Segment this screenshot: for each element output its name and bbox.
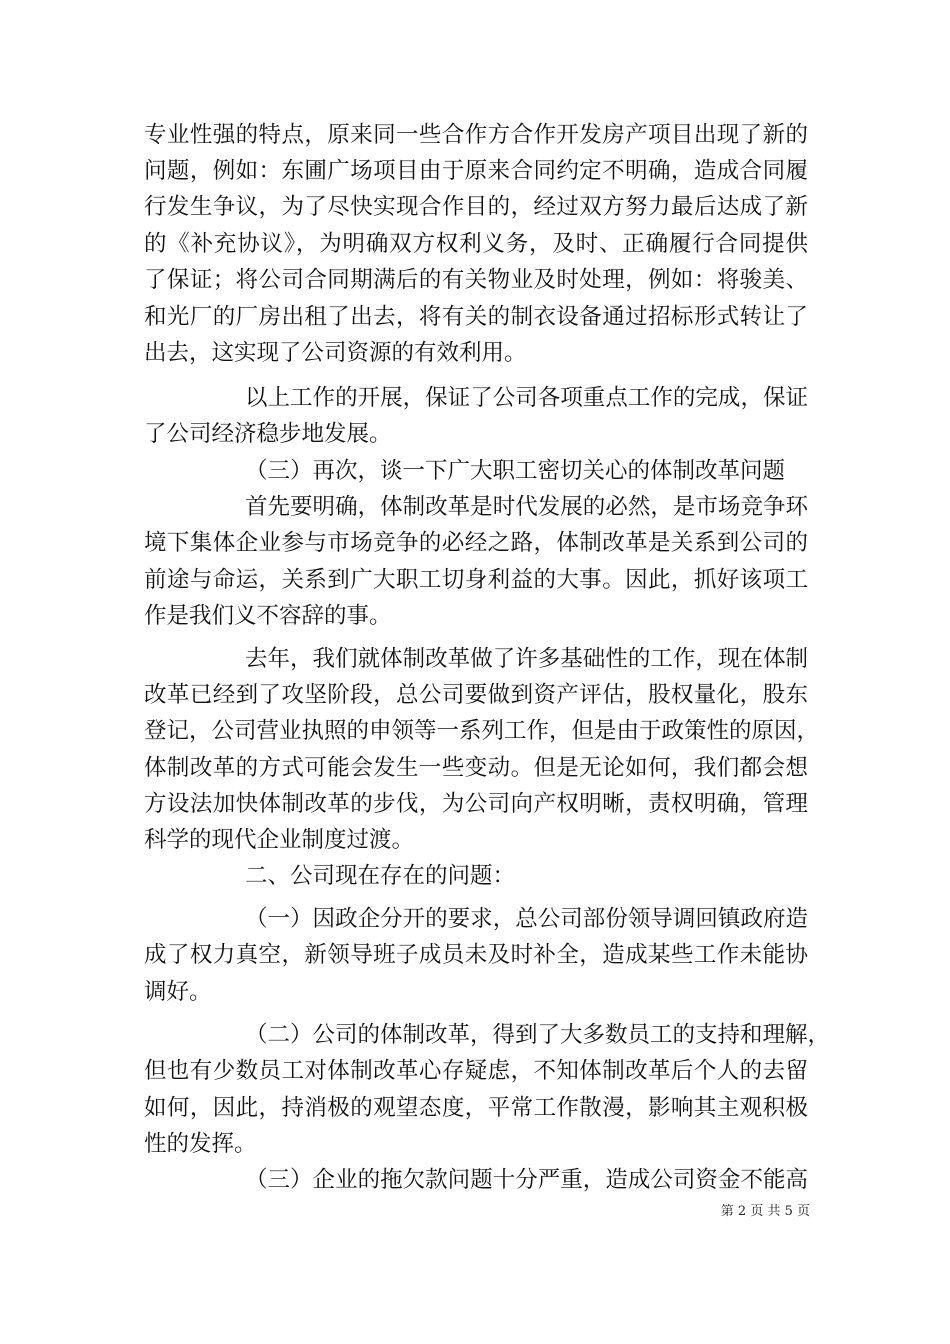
text-line: 和光厂的厂房出租了出去，将有关的制衣设备通过招标形式转让了 bbox=[144, 304, 808, 330]
text-line: 改革已经到了攻坚阶段，总公司要做到资产评估，股权量化，股东 bbox=[144, 682, 808, 708]
text-line: 了公司经济稳步地发展。 bbox=[144, 421, 392, 447]
paragraph-first-line: 去年，我们就体制改革做了许多基础性的工作，现在体制 bbox=[245, 646, 808, 672]
section-heading: 二、公司现在存在的问题： bbox=[245, 863, 516, 889]
text-line: 方设法加快体制改革的步伐，为公司向产权明晰，责权明确，管理 bbox=[144, 791, 808, 817]
text-line: 行发生争议，为了尽快实现合作目的，经过双方努力最后达成了新 bbox=[144, 194, 808, 220]
text-line: 境下集体企业参与市场竞争的必经之路，体制改革是关系到公司的 bbox=[144, 530, 808, 556]
page-number-footer: 第 2 页 共 5 页 bbox=[720, 1204, 810, 1219]
section-heading: （三）再次，谈一下广大职工密切关心的体制改革问题 bbox=[245, 458, 786, 484]
text-line: 体制改革的方式可能会发生一些变动。但是无论如何，我们都会想 bbox=[144, 755, 808, 781]
paragraph-first-line: 以上工作的开展，保证了公司各项重点工作的完成，保证 bbox=[245, 385, 808, 411]
text-line: 调好。 bbox=[144, 979, 212, 1005]
text-line: 登记，公司营业执照的申领等一系列工作，但是由于政策性的原因， bbox=[144, 718, 820, 744]
text-line: 作是我们义不容辞的事。 bbox=[144, 603, 392, 629]
paragraph-first-line: （三）企业的拖欠款问题十分严重，造成公司资金不能高 bbox=[245, 1167, 808, 1193]
text-line: 出去，这实现了公司资源的有效利用。 bbox=[144, 340, 527, 366]
text-line: 科学的现代企业制度过渡。 bbox=[144, 827, 415, 853]
text-line: 成了权力真空，新领导班子成员未及时补全，造成某些工作未能协 bbox=[144, 942, 808, 968]
text-line: 了保证；将公司合同期满后的有关物业及时处理，例如：将骏美、 bbox=[144, 267, 808, 293]
paragraph-first-line: （二）公司的体制改革，得到了大多数员工的支持和理解， bbox=[245, 1022, 831, 1048]
text-line: 专业性强的特点，原来同一些合作方合作开发房产项目出现了新的 bbox=[144, 122, 808, 148]
text-line: 但也有少数员工对体制改革心存疑虑，不知体制改革后个人的去留 bbox=[144, 1058, 808, 1084]
paragraph-first-line: （一）因政企分开的要求，总公司部份领导调回镇政府造 bbox=[245, 906, 808, 932]
text-line: 如何，因此，持消极的观望态度，平常工作散漫，影响其主观积极 bbox=[144, 1095, 808, 1121]
text-line: 前途与命运，关系到广大职工切身利益的大事。因此，抓好该项工 bbox=[144, 567, 808, 593]
paragraph-first-line: 首先要明确，体制改革是时代发展的必然，是市场竞争环 bbox=[245, 494, 808, 520]
text-line: 性的发挥。 bbox=[144, 1131, 257, 1157]
text-line: 的《补充协议》，为明确双方权利义务，及时、正确履行合同提供 bbox=[144, 231, 808, 257]
text-line: 问题，例如：东圃广场项目由于原来合同约定不明确，造成合同履 bbox=[144, 158, 808, 184]
